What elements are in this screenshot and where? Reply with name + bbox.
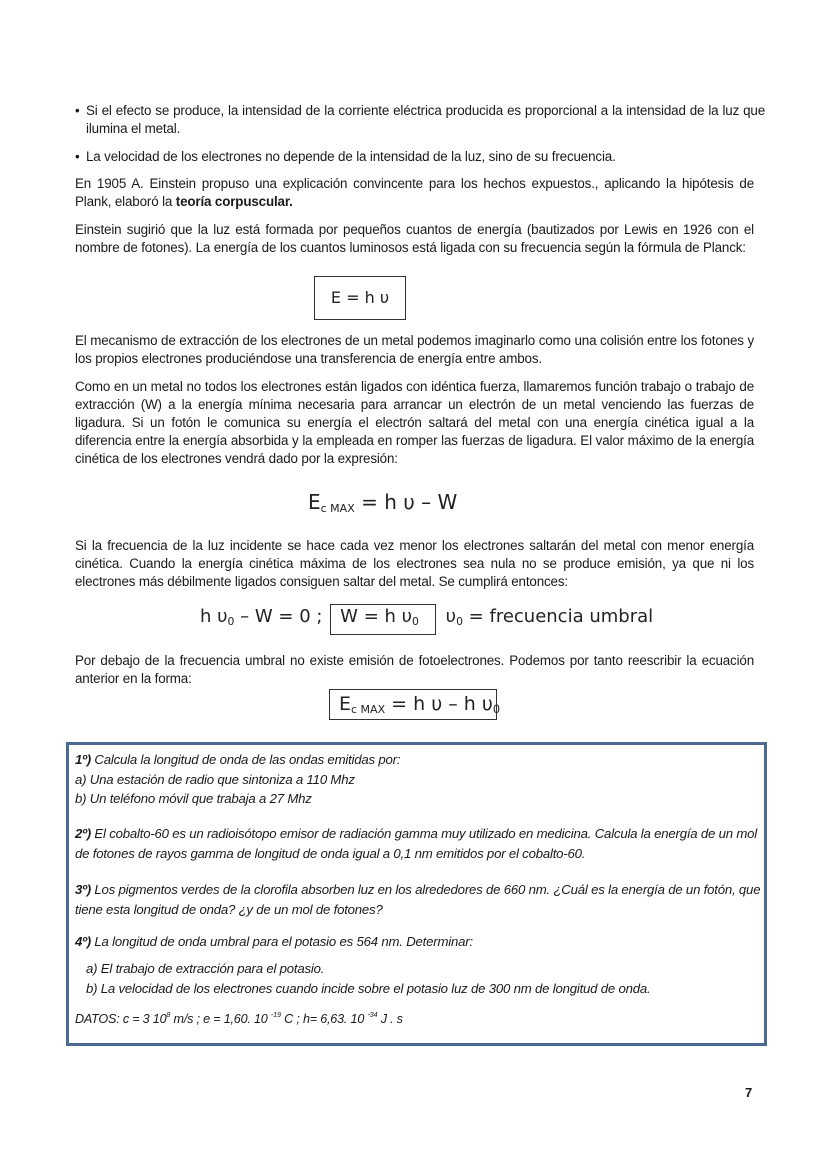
ec-max-formula: $E_{c MAX} = h$ υ – W [308,490,458,515]
paragraph-einstein-1905: En 1905 A. Einstein propuso una explicación convincente para los hechos expuestos., aplicando la hipótesis de Plank, elaboró la teoría corpuscular. [75,176,754,209]
exercise-4-parts [86,959,776,998]
bullet-dot-icon: • [75,103,80,118]
exercise-number: 1º) [75,752,91,767]
threshold-frequency-definition: $\upsilon_0$ = frecuencia umbral [445,606,654,628]
work-function-box: W = h $\upsilon_0$ [330,604,436,635]
planck-formula-box: E = h υ [314,276,406,320]
data-constants: DATOS: c = 3 $10^8$ m/s ; e = 1,60. 10 $^{-19}$ C ; h= 6,63. 10 $^{-34}$ J . s [75,1010,403,1026]
bullet-item: • Si el efecto se produce, la intensidad de la corriente eléctrica producida es proporcional a la intensidad de la luz que ilumina el metal. [75,103,765,136]
paragraph-frequency: Si la frecuencia de la luz incidente se hace cada vez menor los electrones saltarán del metal con menor energía cinética. Cuando la energía cinética máxima de los electrones sea nula no se produce emisión, ya que ni los electrones más débilmente ligados consiguen saltar del metal. Se cumplirá entonces: [75,538,754,589]
final-formula-box: $E_{c MAX} = h$ υ – h $\upsilon_0$ [329,689,497,720]
bold-term: teoría corpuscular. [175,194,293,209]
threshold-formula-row [200,604,653,635]
page-number: 7 [745,1085,753,1100]
paragraph-threshold: Por debajo de la frecuencia umbral no existe emisión de fotoelectrones. Podemos por tanto reescribir la ecuación anterior en la forma: [75,653,754,686]
exercise-4-part-b: b) La velocidad de los electrones cuando incide sobre el potasio luz de 300 nm de longitud de onda. [86,980,651,996]
exercise-3: 3º) Los pigmentos verdes de la clorofila absorben luz en los alrededores de 660 nm. ¿Cuál es la energía de un fotón, que tiene esta longitud de onda? ¿y de un mol de fotones? [75,882,761,917]
exercise-1-part-a: a) Una estación de radio que sintoniza a 110 Mhz [75,771,355,787]
threshold-equation: h $\upsilon_0 - W = 0$ ; [200,606,323,628]
exercise-4-part-a: a) El trabajo de extracción para el potasio. [86,961,325,976]
exercise-number: 2º) [75,826,91,841]
exercise-number: 4º) [75,934,91,949]
paragraph-einstein-light: Einstein sugirió que la luz está formada por pequeños cuantos de energía (bautizados por Lewis en 1926 con el nombre de fotones). La energía de los cuantos luminosos está ligada con su frecuencia según la fórmula de Planck: [75,222,754,255]
bullet-dot-icon: • [75,149,80,164]
exercise-1: 1º) Calcula la longitud de onda de las ondas emitidas por: a) Una estación de radio que sintoniza a 110 Mhz b) Un teléfono móvil que trabaja a 27 Mhz [75,750,765,809]
exercise-1-part-b: b) Un teléfono móvil que trabaja a 27 Mhz [75,791,312,806]
exercise-4: 4º) La longitud de onda umbral para el potasio es 564 nm. Determinar: [75,934,473,949]
bullet-item: • La velocidad de los electrones no depende de la intensidad de la luz, sino de su frecuencia. [75,149,616,164]
paragraph-mechanism: El mecanismo de extracción de los electrones de un metal podemos imaginarlo como una colisión entre los fotones y los propios electrones produciéndose una transferencia de energía entre ambos. [75,333,754,366]
paragraph-work-function: Como en un metal no todos los electrones están ligados con idéntica fuerza, llamaremos función trabajo o trabajo de extracción (W) a la energía mínima necesaria para arrancar un electrón de un metal venciendo las fuerzas de ligadura. Si un fotón le comunica su energía el electrón saltará del metal con una energía cinética igual a la diferencia entre la energía absorbida y la empleada en romper las fuerzas de ligadura. El valor máximo de la energía cinética de los electrones vendrá dado por la expresión: [75,379,754,466]
exercise-number: 3º) [75,882,91,897]
exercise-2: 2º) El cobalto-60 es un radioisótopo emisor de radiación gamma muy utilizado en medicina. Calcula la energía de un mol de fotones de rayos gamma de longitud de onda igual a 0,1 nm emitidos por el cobalto-60. [75,826,758,861]
